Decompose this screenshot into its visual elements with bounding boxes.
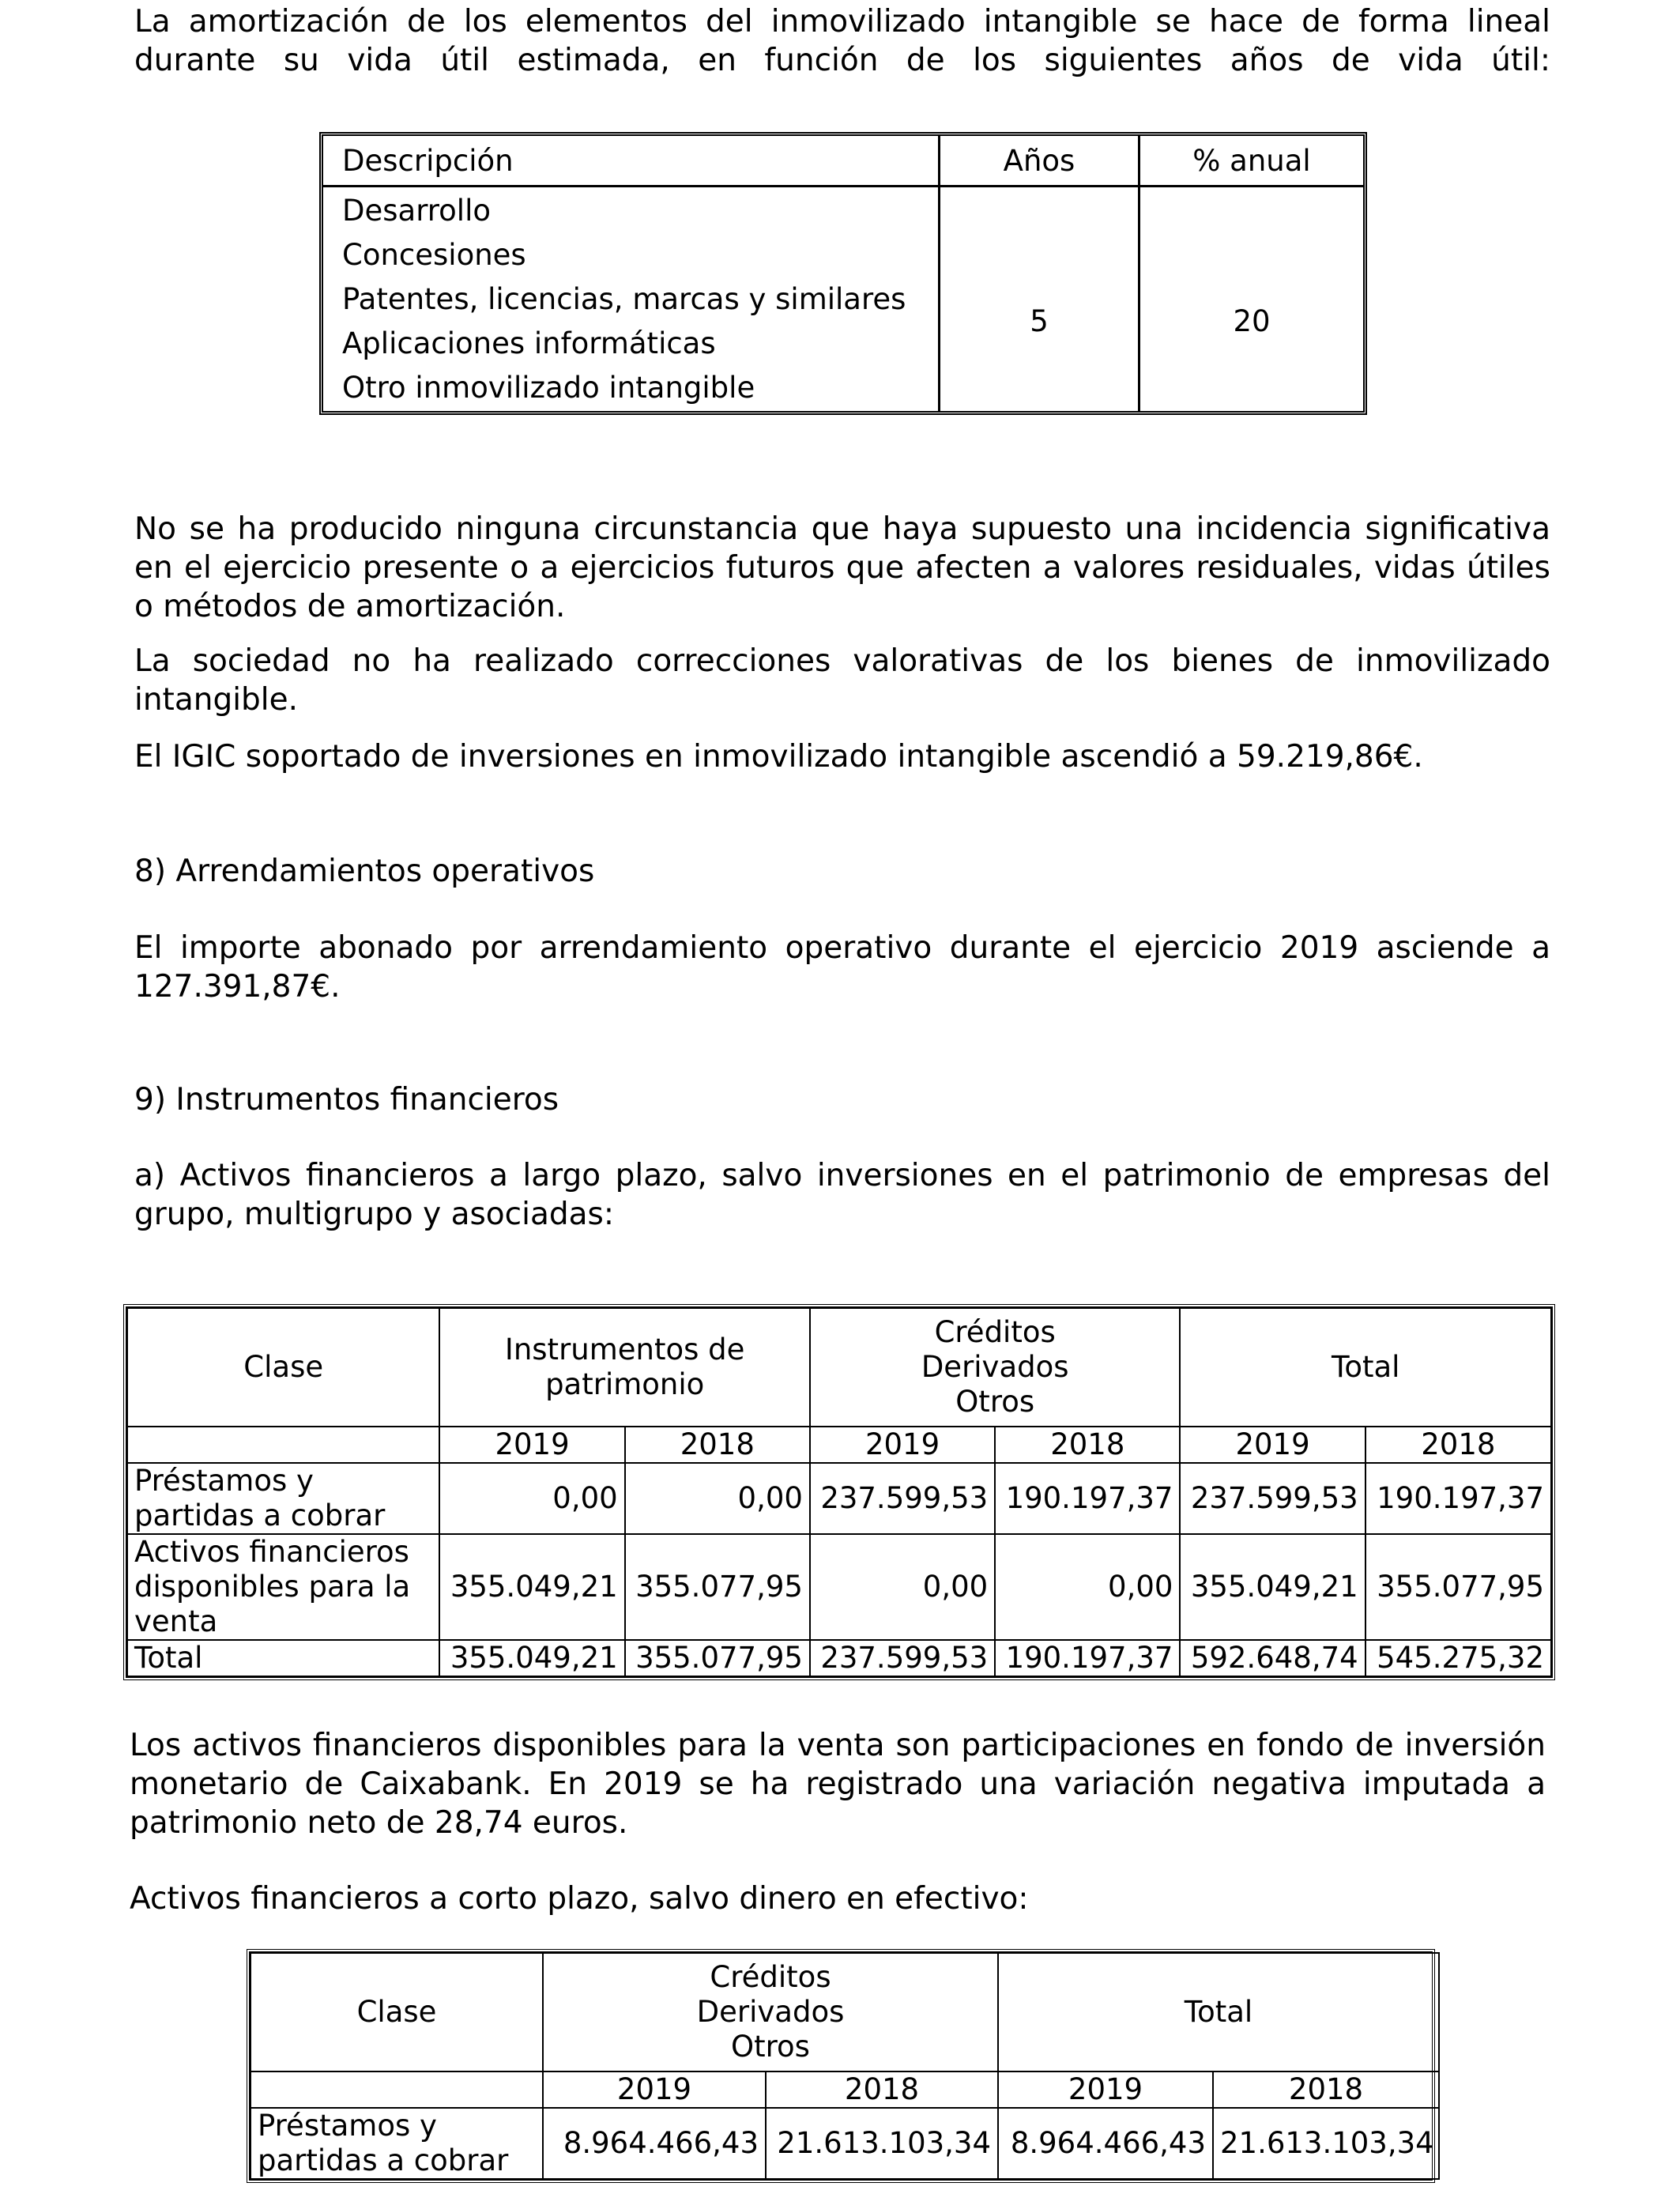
asset-type: Desarrollo [342,194,491,228]
header-descripcion: Descripción [323,136,940,187]
header-clase: Clase [127,1308,439,1427]
value-cell: 0,00 [810,1534,995,1640]
corrections-paragraph: La sociedad no ha realizado correcciones valorativas de los bienes de inmovilizado intangible. [134,643,1550,718]
asset-type: Patentes, licencias, marcas y similares [342,282,906,316]
header-line: Créditos [934,1315,1056,1349]
value-cell: 237.599,53 [810,1463,995,1534]
value-cell: 190.197,37 [1365,1463,1551,1534]
section-8-title: 8) Arrendamientos operativos [134,854,595,889]
value-cell: 0,00 [439,1463,624,1534]
value-cell: 355.049,21 [1180,1534,1365,1640]
years-value: 5 [940,187,1139,412]
asset-type-list [323,187,940,412]
header-anos: Años [940,136,1139,187]
row-label-line: venta [134,1604,218,1638]
header-pct-anual: % anual [1139,136,1364,187]
short-term-intro: Activos financieros a corto plazo, salvo dinero en efectivo: [130,1881,1029,1917]
amortization-header-row [323,136,1363,187]
table-row [127,1534,1551,1640]
long-term-assets-table [123,1304,1555,1680]
header-line: patrimonio [545,1367,705,1401]
header-creditos-derivados-otros [810,1308,1181,1427]
year-cell: 2018 [1365,1427,1551,1463]
asset-type: Aplicaciones informáticas [342,326,716,360]
short-term-header-row [250,1953,1439,2071]
row-label-line: partidas a cobrar [134,1498,386,1532]
residual-paragraph: No se ha producido ninguna circunstancia que haya supuesto una incidencia significativa en el ejercicio presente o a ejercicios futuros que afecten a valores residuales, vidas útiles o métodos de amortización. [134,511,1550,624]
section-9-title: 9) Instrumentos financieros [134,1082,559,1118]
total-value-cell: 237.599,53 [810,1640,995,1676]
value-cell: 21.613.103,34 [766,2108,998,2179]
header-instrumentos-patrimonio [439,1308,810,1427]
asset-type: Otro inmovilizado intangible [342,371,755,405]
year-cell: 2019 [543,2071,766,2108]
value-cell: 8.964.466,43 [543,2108,766,2179]
header-line: Instrumentos de [504,1333,745,1367]
section-8-text: El importe abonado por arrendamiento operativo durante el ejercicio 2019 asciende a 127.391,87€. [134,930,1550,1005]
header-line: Otros [955,1385,1035,1419]
row-label-line: disponibles para la [134,1570,411,1604]
value-cell: 355.049,21 [439,1534,624,1640]
header-line: Créditos [710,1960,831,1994]
asset-type: Concesiones [342,238,526,272]
row-label [250,2108,543,2179]
row-label-line: partidas a cobrar [258,2143,509,2177]
year-row [250,2071,1439,2108]
total-value-cell: 545.275,32 [1365,1640,1551,1676]
table-row [127,1463,1551,1534]
year-cell: 2018 [766,2071,998,2108]
year-cell: 2019 [998,2071,1213,2108]
header-line: Derivados [921,1350,1069,1384]
year-row [127,1427,1551,1463]
year-cell: 2019 [439,1427,624,1463]
annual-pct-value: 20 [1139,187,1364,412]
total-label: Total [127,1640,439,1676]
total-value-cell: 355.077,95 [625,1640,810,1676]
value-cell: 0,00 [995,1534,1180,1640]
row-label [127,1463,439,1534]
year-cell: 2019 [810,1427,995,1463]
section-9a-text: a) Activos financieros a largo plazo, salvo inversiones en el patrimonio de empresas del grupo, multigrupo y asociadas: [134,1158,1550,1232]
amortization-table [319,132,1367,415]
empty-cell [127,1427,439,1463]
available-for-sale-paragraph: Los activos financieros disponibles para la venta son participaciones en fondo de inversión monetario de Caixabank. En 2019 se ha registrado una variación negativa imputada a patrimonio neto de 28,74 euros. [130,1728,1546,1841]
value-cell: 355.077,95 [1365,1534,1551,1640]
header-total: Total [998,1953,1439,2071]
empty-cell [250,2071,543,2108]
header-total: Total [1180,1308,1551,1427]
value-cell: 190.197,37 [995,1463,1180,1534]
header-line: Otros [731,2030,810,2064]
value-cell: 355.077,95 [625,1534,810,1640]
header-line: Derivados [696,1995,845,2029]
total-value-cell: 592.648,74 [1180,1640,1365,1676]
intro-paragraph: La amortización de los elementos del inmovilizado intangible se hace de forma lineal durante su vida útil estimada, en función de los siguientes años de vida útil: [134,4,1550,78]
row-label-line: Préstamos y [258,2109,437,2143]
total-row [127,1640,1551,1676]
row-label [127,1534,439,1640]
igic-paragraph: El IGIC soportado de inversiones en inmovilizado intangible ascendió a 59.219,86€. [134,739,1423,775]
table-row [250,2108,1439,2179]
year-cell: 2018 [995,1427,1180,1463]
value-cell: 21.613.103,34 [1213,2108,1439,2179]
row-label-line: Activos financieros [134,1535,409,1569]
year-cell: 2018 [625,1427,810,1463]
short-term-assets-table [247,1949,1435,2183]
header-clase: Clase [250,1953,543,2071]
year-cell: 2019 [1180,1427,1365,1463]
value-cell: 0,00 [625,1463,810,1534]
total-value-cell: 190.197,37 [995,1640,1180,1676]
header-creditos-derivados-otros [543,1953,998,2071]
year-cell: 2018 [1213,2071,1439,2108]
value-cell: 8.964.466,43 [998,2108,1213,2179]
amortization-body-row [323,187,1363,412]
row-label-line: Préstamos y [134,1464,314,1498]
value-cell: 237.599,53 [1180,1463,1365,1534]
total-value-cell: 355.049,21 [439,1640,624,1676]
long-term-header-row [127,1308,1551,1427]
